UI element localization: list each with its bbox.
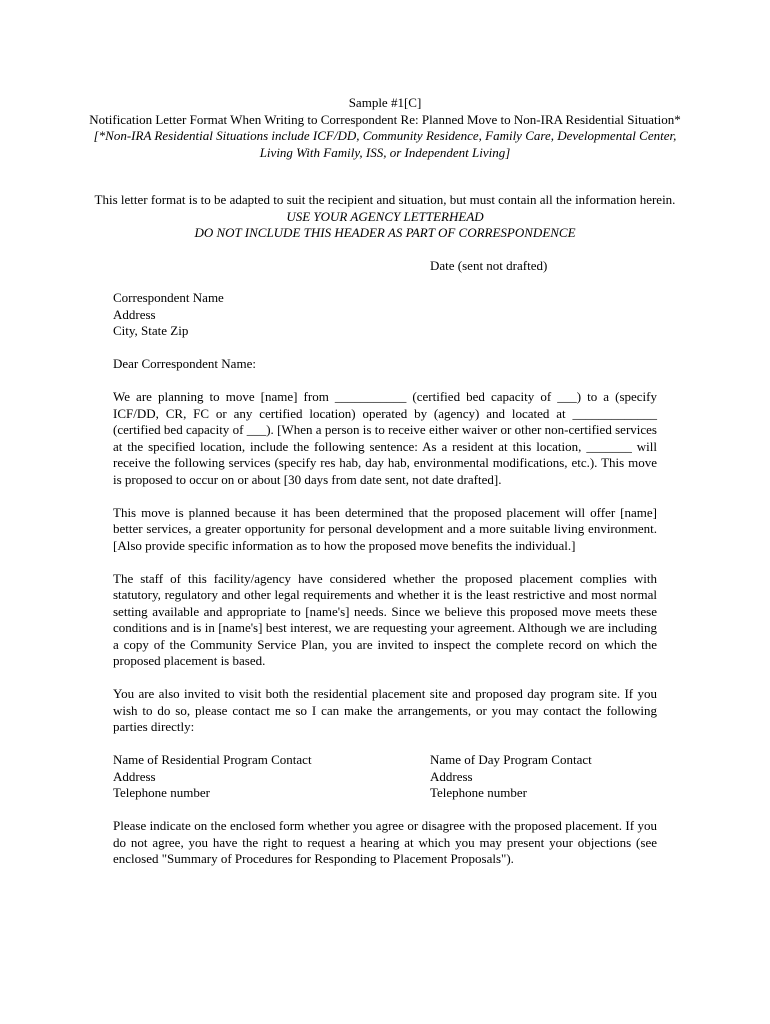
- recipient-name: Correspondent Name: [113, 290, 224, 305]
- letter-date: Date (sent not drafted): [430, 258, 548, 273]
- residential-contact: [113, 752, 430, 802]
- header-exclusion-instruction: DO NOT INCLUDE THIS HEADER AS PART OF CORRESPONDENCE: [194, 225, 576, 240]
- letter-format-title: Notification Letter Format When Writing to Correspondent Re: Planned Move to Non-IRA Residential Situation*: [89, 111, 681, 127]
- sample-title: Sample #1[C]: [348, 95, 422, 110]
- paragraph-staff-consideration: The staff of this facility/agency have considered whether the proposed placement complies with statutory, regulatory and other legal requirements and whether it is the least restrictive and most normal setting available and appropriate to [name's] needs. Since we believe this proposed move meets these conditions and is in [name's] best interest, we are requesting your agreement. Although we are including a copy of the Community Service Plan, you are invited to inspect the complete record on which the proposed placement is based.: [113, 570, 657, 668]
- residential-contact-address: Address: [113, 768, 156, 784]
- day-contact-phone: Telephone number: [430, 785, 527, 800]
- paragraph-reason: This move is planned because it has been determined that the proposed placement will offer [name] better services, a greater opportunity for personal development and a more suitable living environment. [Also provide specific information as to how the proposed move benefits the individual.]: [113, 504, 657, 553]
- recipient-address-block: [113, 290, 657, 340]
- letterhead-instruction: USE YOUR AGENCY LETTERHEAD: [286, 208, 484, 224]
- header-footnote-line2: Living With Family, ISS, or Independent Living]: [259, 144, 511, 160]
- paragraph-planned-move: We are planning to move [name] from ___________ (certified bed capacity of ___) to a (specify ICF/DD, CR, FC or any certified location) operated by (agency) and located at _____________ (certified bed capacity of ___). [When a person is to receive either waiver or other non-certified services at the specified location, include the following sentence: As a resident at this location, _______ will receive the following services (specify res hab, day hab, environmental modifications, etc.). This move is proposed to occur on or about [30 days from date sent, not date drafted].: [113, 389, 657, 487]
- day-contact-name: Name of Day Program Contact: [430, 752, 592, 767]
- document-header: [50, 95, 720, 161]
- letter-body: [113, 290, 657, 868]
- header-footnote-line1: [*Non-IRA Residential Situations include ICF/DD, Community Residence, Family Care, Developmental Center,: [93, 128, 677, 143]
- contacts-block: [113, 752, 657, 802]
- instruction-text: This letter format is to be adapted to suit the recipient and situation, but must contain all the information herein.: [94, 192, 676, 207]
- day-program-contact: [430, 752, 592, 802]
- recipient-city: City, State Zip: [113, 323, 189, 338]
- residential-contact-name: Name of Residential Program Contact: [113, 752, 312, 767]
- day-contact-address: Address: [430, 768, 473, 784]
- paragraph-visit-invitation: You are also invited to visit both the residential placement site and proposed day program site. If you wish to do so, please contact me so I can make the arrangements, or you may contact the following parties directly:: [113, 686, 657, 734]
- salutation: Dear Correspondent Name:: [113, 356, 256, 371]
- paragraph-response-instructions: Please indicate on the enclosed form whether you agree or disagree with the proposed placement. If you do not agree, you have the right to request a hearing at which you may present your objections (see enclosed "Summary of Procedures for Responding to Placement Proposals").: [113, 818, 657, 866]
- instructions-note: [50, 192, 720, 242]
- residential-contact-phone: Telephone number: [113, 785, 210, 800]
- recipient-address: Address: [113, 306, 156, 322]
